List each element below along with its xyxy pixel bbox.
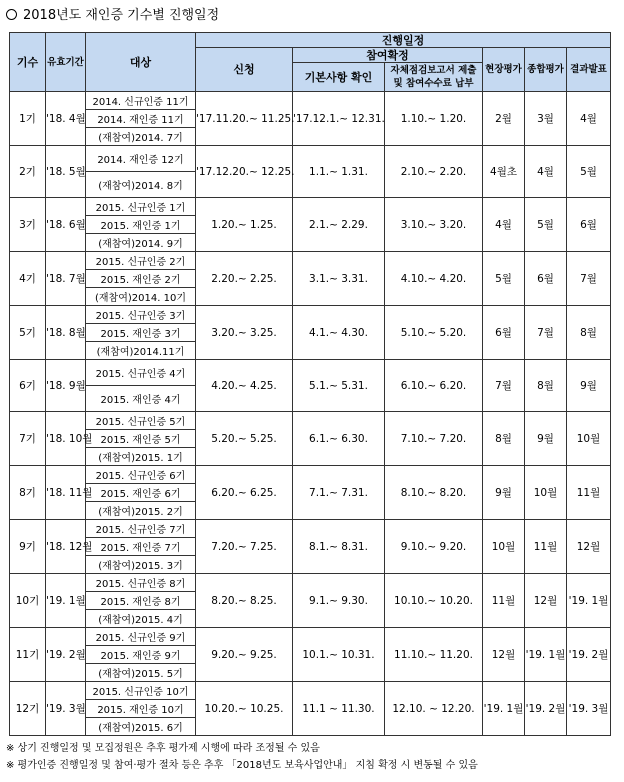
cell-target: (재참여)2014. 8기 <box>86 172 196 198</box>
cell-field: 7월 <box>483 360 525 412</box>
cell-target: 2014. 신규인증 11기 <box>86 92 196 110</box>
cell-apply: 7.20.~ 7.25. <box>196 520 293 574</box>
cell-field: 2월 <box>483 92 525 146</box>
cell-selfreport: 2.10.~ 2.20. <box>385 146 483 198</box>
cell-target: (재참여)2015. 4기 <box>86 610 196 628</box>
table-row <box>10 466 611 484</box>
cell-overall: '19. 1월 <box>525 628 567 682</box>
cell-target: (재참여)2015. 5기 <box>86 664 196 682</box>
cell-basic: 4.1.~ 4.30. <box>293 306 385 360</box>
cell-gisu: 4기 <box>10 252 46 306</box>
notes <box>6 740 478 774</box>
cell-result: '19. 1월 <box>567 574 611 628</box>
cell-result: 10월 <box>567 412 611 466</box>
cell-selfreport: 4.10.~ 4.20. <box>385 252 483 306</box>
cell-result: 5월 <box>567 146 611 198</box>
cell-target: 2015. 신규인증 3기 <box>86 306 196 324</box>
table-row <box>10 92 611 110</box>
cell-overall: 8월 <box>525 360 567 412</box>
cell-basic: 10.1.~ 10.31. <box>293 628 385 682</box>
cell-target: 2015. 신규인증 2기 <box>86 252 196 270</box>
cell-selfreport: 10.10.~ 10.20. <box>385 574 483 628</box>
cell-apply: 8.20.~ 8.25. <box>196 574 293 628</box>
cell-basic: 5.1.~ 5.31. <box>293 360 385 412</box>
header-gisu: 기수 <box>10 33 46 92</box>
cell-overall: 3월 <box>525 92 567 146</box>
cell-result: 9월 <box>567 360 611 412</box>
cell-target: 2015. 재인증 3기 <box>86 324 196 342</box>
table-row <box>10 628 611 646</box>
cell-valid-period: '18. 11월 <box>46 466 86 520</box>
cell-gisu: 12기 <box>10 682 46 736</box>
header-selfreport: 자체점검보고서 제출 및 참여수수료 납부 <box>385 63 483 92</box>
header-result: 결과발표 <box>567 48 611 92</box>
cell-target: 2015. 재인증 2기 <box>86 270 196 288</box>
header-basic: 기본사항 확인 <box>293 63 385 92</box>
cell-selfreport: 3.10.~ 3.20. <box>385 198 483 252</box>
cell-gisu: 6기 <box>10 360 46 412</box>
cell-gisu: 9기 <box>10 520 46 574</box>
cell-basic: 8.1.~ 8.31. <box>293 520 385 574</box>
cell-target: 2015. 신규인증 5기 <box>86 412 196 430</box>
cell-target: 2014. 재인증 11기 <box>86 110 196 128</box>
cell-result: 7월 <box>567 252 611 306</box>
cell-target: 2015. 재인증 9기 <box>86 646 196 664</box>
cell-result: 6월 <box>567 198 611 252</box>
table-row <box>10 412 611 430</box>
cell-valid-period: '18. 12월 <box>46 520 86 574</box>
cell-apply: 2.20.~ 2.25. <box>196 252 293 306</box>
cell-target: 2015. 신규인증 9기 <box>86 628 196 646</box>
cell-valid-period: '19. 1월 <box>46 574 86 628</box>
cell-field: 8월 <box>483 412 525 466</box>
cell-valid-period: '18. 7월 <box>46 252 86 306</box>
cell-field: 6월 <box>483 306 525 360</box>
table-row <box>10 682 611 700</box>
cell-overall: 5월 <box>525 198 567 252</box>
cell-field: 11월 <box>483 574 525 628</box>
cell-target: 2014. 재인증 12기 <box>86 146 196 172</box>
cell-valid-period: '19. 3월 <box>46 682 86 736</box>
cell-result: 4월 <box>567 92 611 146</box>
circle-bullet-icon <box>6 9 17 20</box>
page-title-text: 2018년도 재인증 기수별 진행일정 <box>23 8 220 23</box>
cell-result: '19. 3월 <box>567 682 611 736</box>
cell-selfreport: 9.10.~ 9.20. <box>385 520 483 574</box>
cell-gisu: 5기 <box>10 306 46 360</box>
cell-basic: 7.1.~ 7.31. <box>293 466 385 520</box>
cell-gisu: 2기 <box>10 146 46 198</box>
cell-overall: 10월 <box>525 466 567 520</box>
cell-valid-period: '18. 6월 <box>46 198 86 252</box>
cell-basic: '17.12.1.~ 12.31. <box>293 92 385 146</box>
cell-target: (재참여)2015. 3기 <box>86 556 196 574</box>
cell-selfreport: 8.10.~ 8.20. <box>385 466 483 520</box>
cell-apply: '17.11.20.~ 11.25. <box>196 92 293 146</box>
cell-field: 9월 <box>483 466 525 520</box>
cell-basic: 11.1 ~ 11.30. <box>293 682 385 736</box>
page-title <box>6 4 219 23</box>
header-progress: 진행일정 <box>196 33 611 48</box>
cell-target: 2015. 재인증 4기 <box>86 386 196 412</box>
cell-target: 2015. 신규인증 1기 <box>86 198 196 216</box>
cell-valid-period: '18. 4월 <box>46 92 86 146</box>
cell-target: 2015. 재인증 6기 <box>86 484 196 502</box>
cell-target: 2015. 신규인증 8기 <box>86 574 196 592</box>
cell-selfreport: 11.10.~ 11.20. <box>385 628 483 682</box>
cell-field: '19. 1월 <box>483 682 525 736</box>
cell-target: 2015. 재인증 10기 <box>86 700 196 718</box>
cell-valid-period: '19. 2월 <box>46 628 86 682</box>
cell-target: 2015. 재인증 8기 <box>86 592 196 610</box>
cell-selfreport: 5.10.~ 5.20. <box>385 306 483 360</box>
cell-field: 10월 <box>483 520 525 574</box>
cell-valid-period: '18. 8월 <box>46 306 86 360</box>
table-row <box>10 306 611 324</box>
cell-valid-period: '18. 10월 <box>46 412 86 466</box>
cell-apply: 9.20.~ 9.25. <box>196 628 293 682</box>
cell-target: 2015. 신규인증 7기 <box>86 520 196 538</box>
cell-overall: 9월 <box>525 412 567 466</box>
cell-apply: 1.20.~ 1.25. <box>196 198 293 252</box>
cell-field: 5월 <box>483 252 525 306</box>
cell-overall: 6월 <box>525 252 567 306</box>
cell-result: '19. 2월 <box>567 628 611 682</box>
table-row <box>10 520 611 538</box>
cell-apply: 4.20.~ 4.25. <box>196 360 293 412</box>
header-apply: 신청 <box>196 48 293 92</box>
header-overall: 종합평가 <box>525 48 567 92</box>
cell-target: (재참여)2014. 10기 <box>86 288 196 306</box>
cell-overall: 11월 <box>525 520 567 574</box>
cell-gisu: 3기 <box>10 198 46 252</box>
cell-target: 2015. 신규인증 4기 <box>86 360 196 386</box>
cell-gisu: 1기 <box>10 92 46 146</box>
cell-selfreport: 6.10.~ 6.20. <box>385 360 483 412</box>
table-row <box>10 360 611 386</box>
cell-basic: 6.1.~ 6.30. <box>293 412 385 466</box>
cell-target: (재참여)2014.11기 <box>86 342 196 360</box>
cell-gisu: 10기 <box>10 574 46 628</box>
note-1: ※ 상기 진행일정 및 모집정원은 추후 평가제 시행에 따라 조정될 수 있음 <box>6 743 320 754</box>
cell-overall: 7월 <box>525 306 567 360</box>
cell-result: 8월 <box>567 306 611 360</box>
cell-target: (재참여)2015. 1기 <box>86 448 196 466</box>
cell-gisu: 11기 <box>10 628 46 682</box>
cell-result: 12월 <box>567 520 611 574</box>
header-target: 대상 <box>86 33 196 92</box>
cell-apply: 6.20.~ 6.25. <box>196 466 293 520</box>
schedule-table <box>9 32 611 736</box>
cell-target: (재참여)2014. 9기 <box>86 234 196 252</box>
cell-field: 4월 <box>483 198 525 252</box>
cell-overall: 12월 <box>525 574 567 628</box>
cell-valid-period: '18. 9월 <box>46 360 86 412</box>
cell-selfreport: 7.10.~ 7.20. <box>385 412 483 466</box>
cell-gisu: 8기 <box>10 466 46 520</box>
table-row <box>10 252 611 270</box>
cell-result: 11월 <box>567 466 611 520</box>
table-row <box>10 198 611 216</box>
cell-overall: 4월 <box>525 146 567 198</box>
cell-basic: 2.1.~ 2.29. <box>293 198 385 252</box>
cell-target: (재참여)2014. 7기 <box>86 128 196 146</box>
cell-basic: 1.1.~ 1.31. <box>293 146 385 198</box>
cell-overall: '19. 2월 <box>525 682 567 736</box>
cell-selfreport: 1.10.~ 1.20. <box>385 92 483 146</box>
cell-apply: '17.12.20.~ 12.25. <box>196 146 293 198</box>
header-field: 현장평가 <box>483 48 525 92</box>
cell-apply: 3.20.~ 3.25. <box>196 306 293 360</box>
cell-target: 2015. 재인증 1기 <box>86 216 196 234</box>
cell-field: 4월초 <box>483 146 525 198</box>
header-valid-period: 유효기간 <box>46 33 86 92</box>
cell-target: 2015. 신규인증 10기 <box>86 682 196 700</box>
cell-target: 2015. 신규인증 6기 <box>86 466 196 484</box>
cell-target: 2015. 재인증 7기 <box>86 538 196 556</box>
cell-target: 2015. 재인증 5기 <box>86 430 196 448</box>
header-confirm: 참여확정 <box>293 48 483 63</box>
cell-target: (재참여)2015. 6기 <box>86 718 196 736</box>
table-row <box>10 574 611 592</box>
cell-apply: 10.20.~ 10.25. <box>196 682 293 736</box>
cell-apply: 5.20.~ 5.25. <box>196 412 293 466</box>
schedule-body <box>10 92 611 736</box>
note-2: ※ 평가인증 진행일정 및 참여·평가 절차 등은 추후 「2018년도 보육사업안내」 지침 확정 시 변동될 수 있음 <box>6 760 478 771</box>
cell-gisu: 7기 <box>10 412 46 466</box>
table-row <box>10 146 611 172</box>
cell-basic: 9.1.~ 9.30. <box>293 574 385 628</box>
cell-target: (재참여)2015. 2기 <box>86 502 196 520</box>
cell-valid-period: '18. 5월 <box>46 146 86 198</box>
cell-field: 12월 <box>483 628 525 682</box>
cell-selfreport: 12.10. ~ 12.20. <box>385 682 483 736</box>
cell-basic: 3.1.~ 3.31. <box>293 252 385 306</box>
